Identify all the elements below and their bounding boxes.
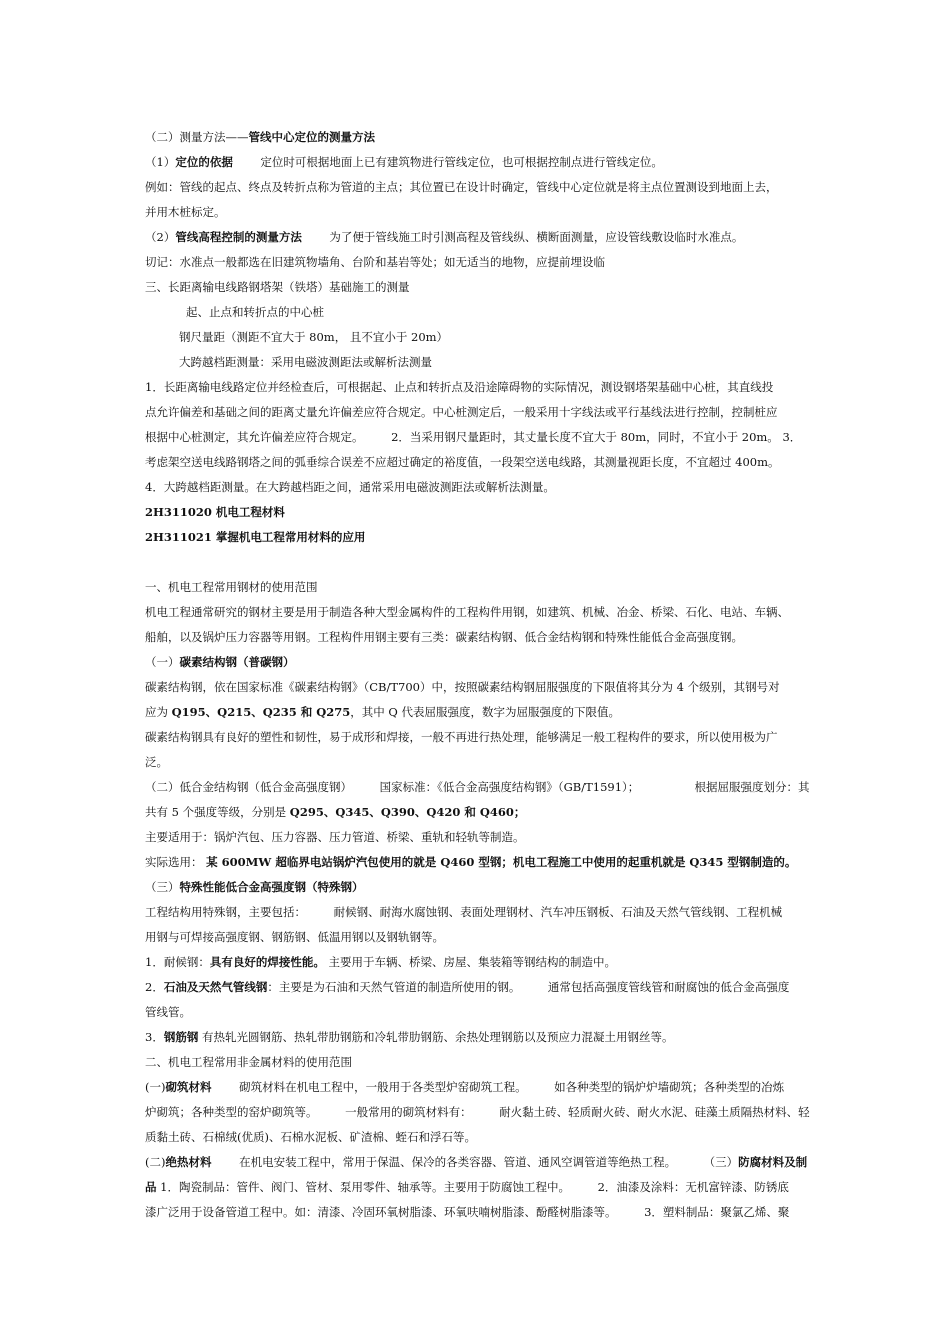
text-segment: 1．耐候钢： bbox=[145, 955, 210, 969]
bold-text: Q195、Q215、Q235 和 Q275 bbox=[171, 705, 351, 719]
text-segment: 耐火黏土砖、轻质耐火砖、耐火水泥、硅藻土质隔热材料、轻 bbox=[499, 1105, 810, 1119]
text-segment: 2．当采用钢尺量距时，其丈量长度不宜大于 80m，同时，不宜小于 20m。 3． bbox=[391, 430, 802, 444]
text-line bbox=[145, 878, 815, 896]
text-line bbox=[145, 803, 815, 821]
text-segment: 为了便于管线施工时引测高程及管线纵、横断面测量，应设管线敷设临时水准点。 bbox=[329, 230, 744, 244]
text-line bbox=[145, 478, 815, 496]
bold-text: 砌筑材料 bbox=[165, 1080, 212, 1094]
bold-text: Q295、Q345、Q390、Q420 和 Q460； bbox=[289, 805, 526, 819]
text-segment: 考虑架空送电线路钢塔之间的弧垂综合误差不应超过确定的裕度值，一段架空送电线路，其测量视距长度，不宜超过 400m。 bbox=[145, 455, 780, 469]
text-segment: 碳素结构钢具有良好的塑性和韧性，易于成形和焊接，一般不再进行热处理，能够满足一般工程构件的要求，所以使用极为广 bbox=[145, 730, 778, 744]
text-line bbox=[145, 653, 815, 671]
text-line bbox=[145, 728, 815, 746]
text-line bbox=[145, 1003, 815, 1021]
bold-text: 绝热材料 bbox=[165, 1155, 212, 1169]
text-segment: 应为 bbox=[145, 705, 172, 719]
text-line bbox=[145, 503, 815, 521]
text-segment: ：主要是为石油和天然气管道的制造所使用的钢。 bbox=[267, 980, 521, 994]
text-segment: 3．塑料制品：聚氯乙烯、聚 bbox=[644, 1205, 790, 1219]
bold-text: 定位的依据 bbox=[175, 155, 233, 169]
bold-text: 特殊性能低合金高强度钢（特殊钢） bbox=[179, 880, 364, 894]
text-segment: 钢尺量距（测距不宜大于 80m， 且不宜小于 20m） bbox=[179, 330, 449, 344]
text-line bbox=[145, 453, 815, 471]
text-segment: 炉砌筑；各种类型的窑炉砌筑等。 bbox=[145, 1105, 318, 1119]
text-segment: 根据屈服强度划分：其 bbox=[694, 780, 810, 794]
text-segment: 切记：水准点一般都选在旧建筑物墙角、台阶和基岩等处；如无适当的地物，应提前埋设临 bbox=[145, 255, 605, 269]
text-segment: 机电工程通常研究的钢材主要是用于制造各种大型金属构件的工程构件用钢，如建筑、机械、冶金、桥梁、石化、电站、车辆、 bbox=[145, 605, 789, 619]
text-segment: 有热轧光圆钢筋、热轧带肋钢筋和冷轧带肋钢筋、余热处理钢筋以及预应力混凝土用钢丝等。 bbox=[198, 1030, 674, 1044]
text-segment: 如各种类型的锅炉炉墙砌筑；各种类型的冶炼 bbox=[554, 1080, 785, 1094]
text-segment: 通常包括高强度管线管和耐腐蚀的低合金高强度 bbox=[547, 980, 790, 994]
text-segment: 三、长距离输电线路钢塔架（铁塔）基础施工的测量 bbox=[145, 280, 410, 294]
text-segment: (二) bbox=[145, 1155, 166, 1169]
text-segment: 3． bbox=[145, 1030, 164, 1044]
text-line bbox=[145, 128, 815, 146]
text-segment: 1．陶瓷制品：管件、阀门、管材、泵用零件、轴承等。主要用于防腐蚀工程中。 bbox=[156, 1180, 570, 1194]
bold-text: 2H311020 机电工程材料 bbox=[145, 505, 285, 519]
text-line bbox=[145, 1128, 815, 1146]
text-segment: 船舶，以及锅炉压力容器等用钢。工程构件用钢主要有三类：碳素结构钢、低合金结构钢和特殊性能低合金高强度钢。 bbox=[145, 630, 743, 644]
text-segment: 工程结构用特殊钢，主要包括： bbox=[145, 905, 306, 919]
bold-text: 2H311021 掌握机电工程常用材料的应用 bbox=[145, 530, 366, 544]
text-segment: 砌筑材料在机电工程中，一般用于各类型炉窑砌筑工程。 bbox=[239, 1080, 527, 1094]
text-line bbox=[145, 528, 815, 546]
bold-text: 石油及天然气管线钢 bbox=[163, 980, 268, 994]
text-line bbox=[179, 353, 849, 371]
text-segment: 2． bbox=[145, 980, 164, 994]
bold-text: 具有良好的焊接性能。 bbox=[209, 955, 325, 969]
text-line bbox=[145, 828, 815, 846]
text-line bbox=[145, 203, 815, 221]
text-line bbox=[145, 603, 815, 621]
text-line bbox=[145, 378, 815, 396]
text-segment: （一） bbox=[145, 655, 180, 669]
text-line bbox=[145, 1103, 815, 1121]
text-segment: 定位时可根据地面上已有建筑物进行管线定位，也可根据控制点进行管线定位。 bbox=[260, 155, 663, 169]
text-line bbox=[145, 778, 815, 796]
text-segment: 4．大跨越档距测量。在大跨越档距之间，通常采用电磁波测距法或解析法测量。 bbox=[145, 480, 555, 494]
text-line bbox=[145, 678, 815, 696]
bold-text: 防腐材料及制 bbox=[738, 1155, 808, 1169]
text-line bbox=[145, 1053, 815, 1071]
text-line bbox=[145, 278, 815, 296]
text-line bbox=[145, 228, 815, 246]
text-line bbox=[145, 753, 815, 771]
text-line bbox=[145, 253, 815, 271]
text-segment: （三） bbox=[145, 880, 180, 894]
text-segment: 主要适用于：锅炉汽包、压力容器、压力管道、桥梁、重轨和轻轨等制造。 bbox=[145, 830, 525, 844]
bold-text: 管线高程控制的测量方法 bbox=[175, 230, 302, 244]
bold-text: 管线中心定位的测量方法 bbox=[248, 130, 375, 144]
text-segment: 共有 5 个强度等级，分别是 bbox=[145, 805, 290, 819]
text-line bbox=[145, 1203, 815, 1221]
text-segment: 根据中心桩测定，其允许偏差应符合规定。 bbox=[145, 430, 364, 444]
text-segment: 碳素结构钢，依在国家标准《碳素结构钢》（CB/T700）中，按照碳素结构钢屈服强度的下限值将其分为 4 个级别，其钢号对 bbox=[145, 680, 780, 694]
text-line bbox=[179, 328, 849, 346]
text-segment: （1） bbox=[145, 155, 176, 169]
text-line bbox=[186, 303, 856, 321]
text-segment: 国家标准：《低合金高强度结构钢》（GB/T1591）； bbox=[379, 780, 640, 794]
text-segment: 管线管。 bbox=[145, 1005, 191, 1019]
text-segment: 一般常用的砌筑材料有： bbox=[345, 1105, 472, 1119]
text-segment: 实际选用： bbox=[145, 855, 207, 869]
text-segment: ，其中 Q 代表屈服强度，数字为屈服强度的下限值。 bbox=[350, 705, 621, 719]
text-line bbox=[145, 928, 815, 946]
text-segment: （二）测量方法—— bbox=[145, 130, 249, 144]
bold-text: 钢筋钢 bbox=[163, 1030, 199, 1044]
text-segment: 耐候钢、耐海水腐蚀钢、表面处理钢材、汽车冲压钢板、石油及天然气管线钢、工程机械 bbox=[333, 905, 783, 919]
text-line bbox=[145, 178, 815, 196]
text-line bbox=[145, 403, 815, 421]
text-segment: 1．长距离输电线路定位并经检查后，可根据起、止点和转折点及沿途障碍物的实际情况，测设钢塔架基础中心桩，其直线投 bbox=[145, 380, 774, 394]
bold-text: 碳素结构钢（普碳钢） bbox=[179, 655, 295, 669]
text-line bbox=[145, 428, 815, 446]
text-line bbox=[145, 903, 815, 921]
text-segment: 质黏土砖、石棉绒(优质)、石棉水泥板、矿渣棉、蛭石和浮石等。 bbox=[145, 1130, 476, 1144]
text-line bbox=[145, 978, 815, 996]
text-line bbox=[145, 628, 815, 646]
text-segment: （三） bbox=[703, 1155, 739, 1169]
text-segment: 并用木桩标定。 bbox=[145, 205, 226, 219]
text-line bbox=[145, 1028, 815, 1046]
text-segment: 主要用于车辆、桥梁、房屋、集装箱等钢结构的制造中。 bbox=[324, 955, 616, 969]
text-segment: 2．油漆及涂料：无机富锌漆、防锈底 bbox=[597, 1180, 789, 1194]
text-segment: (一) bbox=[145, 1080, 166, 1094]
text-line bbox=[145, 1153, 815, 1171]
text-segment: 起、止点和转折点的中心桩 bbox=[186, 305, 324, 319]
text-segment: 漆广泛用于设备管道工程中。如：清漆、冷固环氧树脂漆、环氧呋喃树脂漆、酚醛树脂漆等。 bbox=[145, 1205, 617, 1219]
text-line bbox=[145, 703, 815, 721]
text-segment: 例如：管线的起点、终点及转折点称为管道的主点；其位置已在设计时确定，管线中心定位就是将主点位置测设到地面上去， bbox=[145, 180, 778, 194]
text-segment: （二）低合金结构钢（低合金高强度钢） bbox=[145, 780, 352, 794]
bold-text: 品 bbox=[145, 1180, 157, 1194]
text-line bbox=[145, 153, 815, 171]
text-line bbox=[145, 853, 815, 871]
text-line bbox=[145, 578, 815, 596]
text-segment: 点允许偏差和基础之间的距离丈量允许偏差应符合规定。中心桩测定后，一般采用十字线法或平行基线法进行控制，控制桩应 bbox=[145, 405, 778, 419]
text-line bbox=[145, 1078, 815, 1096]
text-segment: 在机电安装工程中，常用于保温、保冷的各类容器、管道、通风空调管道等绝热工程。 bbox=[239, 1155, 677, 1169]
text-line bbox=[145, 1178, 815, 1196]
text-segment: 大跨越档距测量：采用电磁波测距法或解析法测量 bbox=[179, 355, 432, 369]
text-line bbox=[145, 953, 815, 971]
text-segment: 一、机电工程常用钢材的使用范围 bbox=[145, 580, 318, 594]
text-segment: （2） bbox=[145, 230, 176, 244]
text-segment: 二、机电工程常用非金属材料的使用范围 bbox=[145, 1055, 352, 1069]
text-segment: 用钢与可焊接高强度钢、钢筋钢、低温用钢以及钢轨钢等。 bbox=[145, 930, 444, 944]
text-segment: 泛。 bbox=[145, 755, 168, 769]
bold-text: 某 600MW 超临界电站锅炉汽包使用的就是 Q460 型钢；机电工程施工中使用的起重机就是 Q345 型钢制造的。 bbox=[206, 855, 797, 869]
